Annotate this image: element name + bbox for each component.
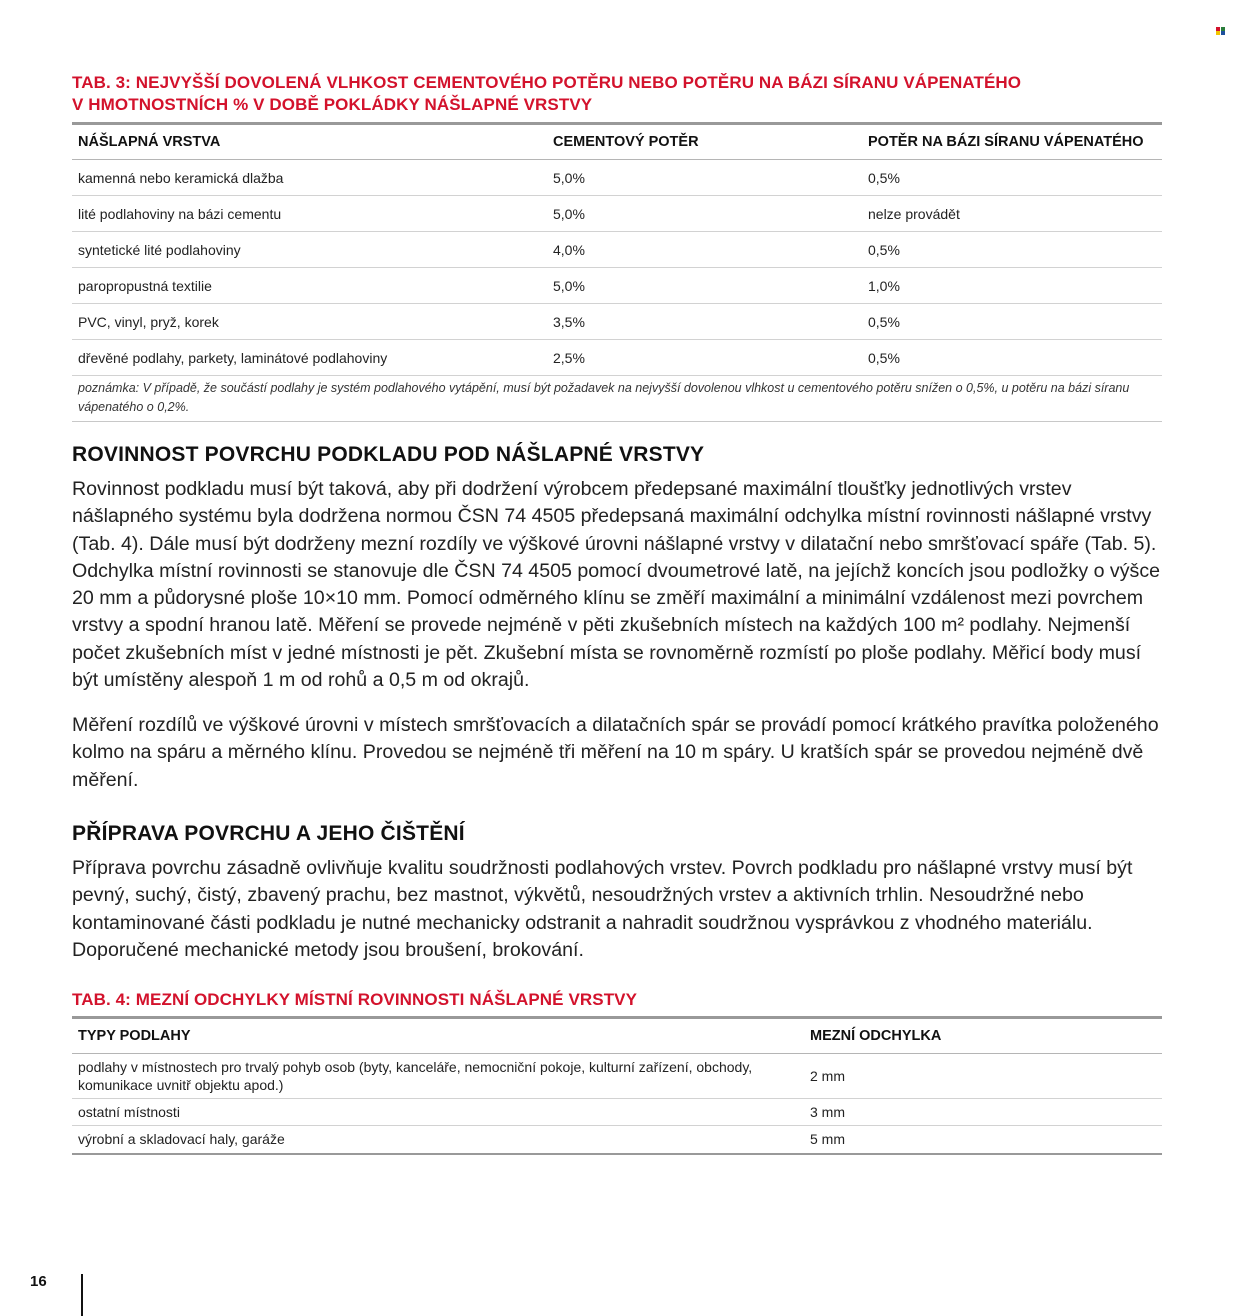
table-row	[72, 160, 1162, 196]
table4-title: TAB. 4: MEZNÍ ODCHYLKY MÍSTNÍ ROVINNOSTI NÁŠLAPNÉ VRSTVY	[72, 990, 638, 1009]
table-cell: 2,5%	[547, 340, 862, 376]
table3-note-row	[72, 376, 1162, 422]
table-cell: nelze provádět	[862, 196, 1162, 232]
table4-header-cell: TYPY PODLAHY	[72, 1018, 804, 1054]
table3	[72, 122, 1162, 422]
paragraph: Rovinnost podkladu musí být taková, aby při dodržení výrobcem předepsané maximální tloušťky jednotlivých vrstev nášlapného systému byla dodržena normou ČSN 74 4505 předepsaná maximální odchylka místní rovinnosti nášlapné vrstvy (Tab. 4). Dále musí být dodrženy mezní rozdíly ve výškové úrovni nášlapné vrstvy v dilatační nebo smršťovací spáře (Tab. 5). Odchylka místní rovinnosti se stanovuje dle ČSN 74 4505 pomocí dvoumetrové latě, na jejíchž koncích jsou podložky o výšce 20 mm a půdorysné ploše 10×10 mm. Pomocí odměrného klínu se změří maximální a minimální vzdálenost mezi povrchem vrstvy a spodní hranou latě. Měření se provede nejméně v pěti zkušebních místech na každých 100 m² podlahy. Nejmenší počet zkušebních míst v jedné místnosti je pět. Zkušební místa se rovnoměrně rozmístí po ploše podlahy. Měřicí body musí být umístěny alespoň 1 m od rohů a 0,5 m od okrajů.	[72, 478, 1161, 692]
brand-logo	[1216, 27, 1225, 35]
paragraph: Měření rozdílů ve výškové úrovni v místech smršťovacích a dilatačních spár se provádí pomocí krátkého pravítka položeného kolmo na spáru a měrného klínu. Provedou se nejméně tři měření na 10 m spáry. U kratších spár se provedou nejméně dvě měření.	[72, 714, 1159, 791]
table-cell: 5,0%	[547, 160, 862, 196]
table-cell: syntetické lité podlahoviny	[72, 232, 547, 268]
table-cell: 3,5%	[547, 304, 862, 340]
footer-divider	[81, 1274, 83, 1316]
table-cell: ostatní místnosti	[72, 1099, 804, 1126]
page-number: 16	[30, 1273, 47, 1290]
table-cell: 5 mm	[804, 1126, 1162, 1154]
table-cell: kamenná nebo keramická dlažba	[72, 160, 547, 196]
table3-header-cell: NÁŠLAPNÁ VRSTVA	[72, 124, 547, 160]
table3-header-cell: POTĚR NA BÁZI SÍRANU VÁPENATÉHO	[862, 124, 1162, 160]
table4-header-cell: MEZNÍ ODCHYLKA	[804, 1018, 1162, 1054]
table3-note: poznámka: V případě, že součástí podlahy je systém podlahového vytápění, musí být požadavek na nejvyšší dovolenou vlhkost u cementového potěru snížen o 0,5%, u potěru na bázi síranu vápenatého o 0,2%.	[72, 376, 1162, 422]
table3-header-cell: CEMENTOVÝ POTĚR	[547, 124, 862, 160]
table-row	[72, 340, 1162, 376]
table-cell: PVC, vinyl, pryž, korek	[72, 304, 547, 340]
table3-header-row	[72, 124, 1162, 160]
section-heading: PŘÍPRAVA POVRCHU A JEHO ČIŠTĚNÍ	[72, 822, 465, 845]
table-cell: 1,0%	[862, 268, 1162, 304]
table-row	[72, 196, 1162, 232]
table-cell: dřevěné podlahy, parkety, laminátové podlahoviny	[72, 340, 547, 376]
table-row	[72, 232, 1162, 268]
table-cell: 0,5%	[862, 304, 1162, 340]
section-heading: ROVINNOST POVRCHU PODKLADU POD NÁŠLAPNÉ VRSTVY	[72, 443, 705, 466]
table-row	[72, 268, 1162, 304]
table-cell: výrobní a skladovací haly, garáže	[72, 1126, 804, 1154]
table4	[72, 1016, 1162, 1155]
table-row	[72, 1099, 1162, 1126]
table-row	[72, 304, 1162, 340]
table-cell: paropropustná textilie	[72, 268, 547, 304]
table-cell: 4,0%	[547, 232, 862, 268]
table-row	[72, 1054, 1162, 1099]
table-cell: 5,0%	[547, 196, 862, 232]
table-cell: podlahy v místnostech pro trvalý pohyb osob (byty, kanceláře, nemocniční pokoje, kulturní zařízení, obchody, komunikace uvnitř objektu apod.)	[72, 1054, 804, 1099]
table-cell: 0,5%	[862, 160, 1162, 196]
paragraph: Příprava povrchu zásadně ovlivňuje kvalitu soudržnosti podlahových vrstev. Povrch podkladu pro nášlapné vrstvy musí být pevný, suchý, čistý, zbavený prachu, bez mastnot, výkvětů, nesoudržných vrstev a aktivních trhlin. Nesoudržné nebo kontaminované části podkladu je nutné mechanicky odstranit a nahradit soudržnou vysprávkou z vhodného materiálu. Doporučené mechanické metody jsou broušení, brokování.	[72, 857, 1133, 961]
table-cell: lité podlahoviny na bázi cementu	[72, 196, 547, 232]
table-row	[72, 1126, 1162, 1154]
table-cell: 0,5%	[862, 340, 1162, 376]
table-cell: 0,5%	[862, 232, 1162, 268]
table3-title: TAB. 3: NEJVYŠŠÍ DOVOLENÁ VLHKOST CEMENTOVÉHO POTĚRU NEBO POTĚRU NA BÁZI SÍRANU VÁPENATÉHO V HMOTNOSTNÍCH % V DOBĚ POKLÁDKY NÁŠLAPNÉ VRSTVY	[72, 73, 1022, 114]
table-cell: 3 mm	[804, 1099, 1162, 1126]
table4-header-row	[72, 1018, 1162, 1054]
table-cell: 2 mm	[804, 1054, 1162, 1099]
table-cell: 5,0%	[547, 268, 862, 304]
